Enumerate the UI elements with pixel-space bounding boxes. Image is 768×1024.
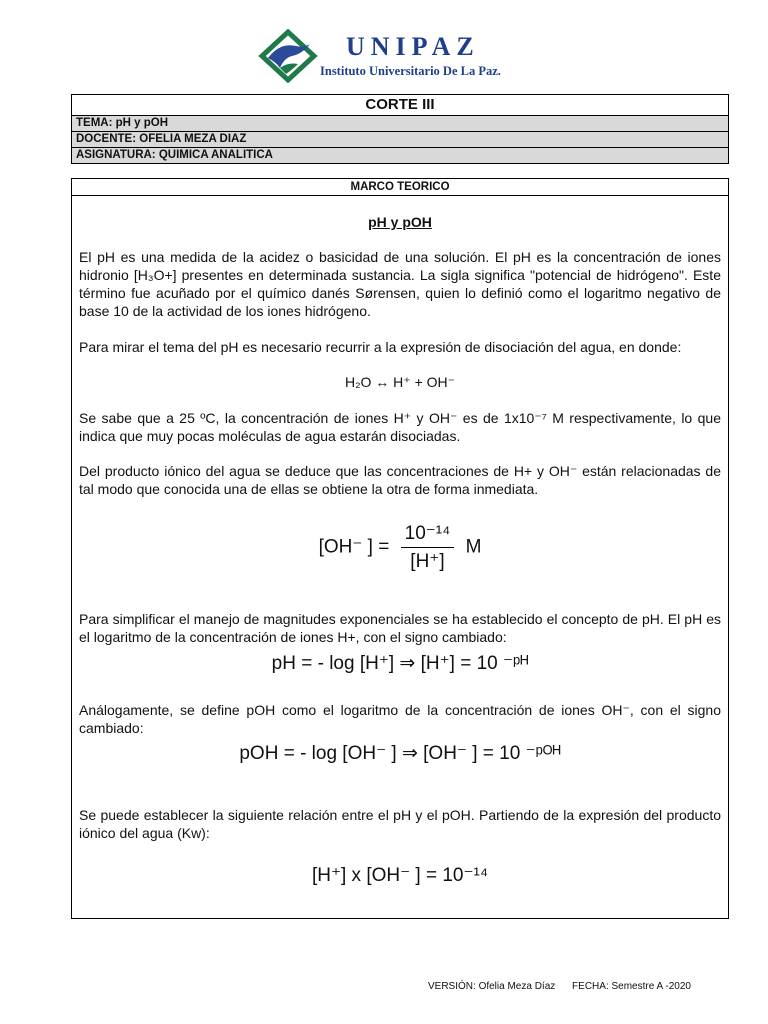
equation-kw: [H⁺] x [OH⁻ ] = 10⁻¹⁴	[311, 865, 489, 886]
fraction-numerator: 10⁻¹⁴	[401, 522, 455, 548]
paragraph-ph-concept: Para simplificar el manejo de magnitudes exponenciales se ha establecido el concepto de pH. El pH es el logaritmo de la concentración de iones H+, con el signo cambiado:	[79, 611, 721, 645]
header-row-docente: DOCENTE: OFELIA MEZA DIAZ	[72, 132, 728, 148]
paragraph-ionic-product: Del producto iónico del agua se deduce que las concentraciones de H+ y OH⁻ están relacionadas de tal modo que conocida una de ellas se obtiene la otra de forma inmediata.	[79, 463, 721, 497]
section-title: MARCO TEORICO	[72, 179, 728, 196]
logo-name: UNIPAZ	[346, 32, 480, 61]
paragraph-ph-definition: El pH es una medida de la acidez o basicidad de una solución. El pH es la concentración de iones hidronio [H₃O+] presentes en determinada sustancia. La sigla significa "potencial de hidrógeno". Este término fue acuñado por el químico danés Sørensen, quien lo definió como el logaritmo negativo de base 10 de la actividad de los iones hidrógeno.	[79, 249, 721, 319]
equation-oh-fraction	[72, 522, 728, 573]
paragraph-water-dissociation: Para mirar el tema del pH es necesario recurrir a la expresión de disociación del agua, en donde:	[79, 339, 682, 355]
header-row-asignatura: ASIGNATURA: QUIMICA ANALITICA	[72, 148, 728, 163]
equation-unit: M	[465, 536, 482, 558]
unipaz-logo	[258, 28, 518, 86]
equation-poh: pOH = - log [OH⁻ ] ⇒ [OH⁻ ] = 10 ⁻ᵖᴼᴴ	[239, 743, 561, 764]
paragraph-relation: Se puede establecer la siguiente relación entre el pH y el pOH. Partiendo de la expresión del producto iónico del agua (Kw):	[79, 807, 721, 841]
equation-dissociation: H₂O ↔ H⁺ + OH⁻	[344, 374, 456, 390]
header-table	[71, 94, 729, 164]
section-subtitle: pH y pOH	[368, 214, 432, 230]
fraction-denominator: [H⁺]	[410, 551, 445, 572]
footer	[428, 981, 705, 992]
content-box	[71, 178, 729, 919]
document-title: CORTE III	[72, 95, 728, 116]
logo-subtitle: Instituto Universitario De La Paz.	[320, 64, 501, 78]
footer-date: FECHA: Semestre A -2020	[572, 981, 691, 992]
fraction	[401, 522, 455, 573]
paragraph-poh-concept: Análogamente, se define pOH como el logaritmo de la concentración de iones OH⁻, con el signo cambiado:	[79, 702, 721, 736]
header-row-tema: TEMA: pH y pOH	[72, 116, 728, 132]
dove-logo-icon	[258, 28, 318, 84]
equation-ph: pH = - log [H⁺] ⇒ [H⁺] = 10 ⁻ᵖᴴ	[271, 653, 529, 674]
equation-oh-left: [OH⁻ ] =	[318, 536, 390, 558]
paragraph-concentration: Se sabe que a 25 ºC, la concentración de iones H⁺ y OH⁻ es de 1x10⁻⁷ M respectivamente, lo que indica que muy pocas moléculas de agua estarán disociadas.	[79, 410, 721, 444]
footer-version: VERSIÓN: Ofelia Meza Díaz	[428, 981, 556, 992]
